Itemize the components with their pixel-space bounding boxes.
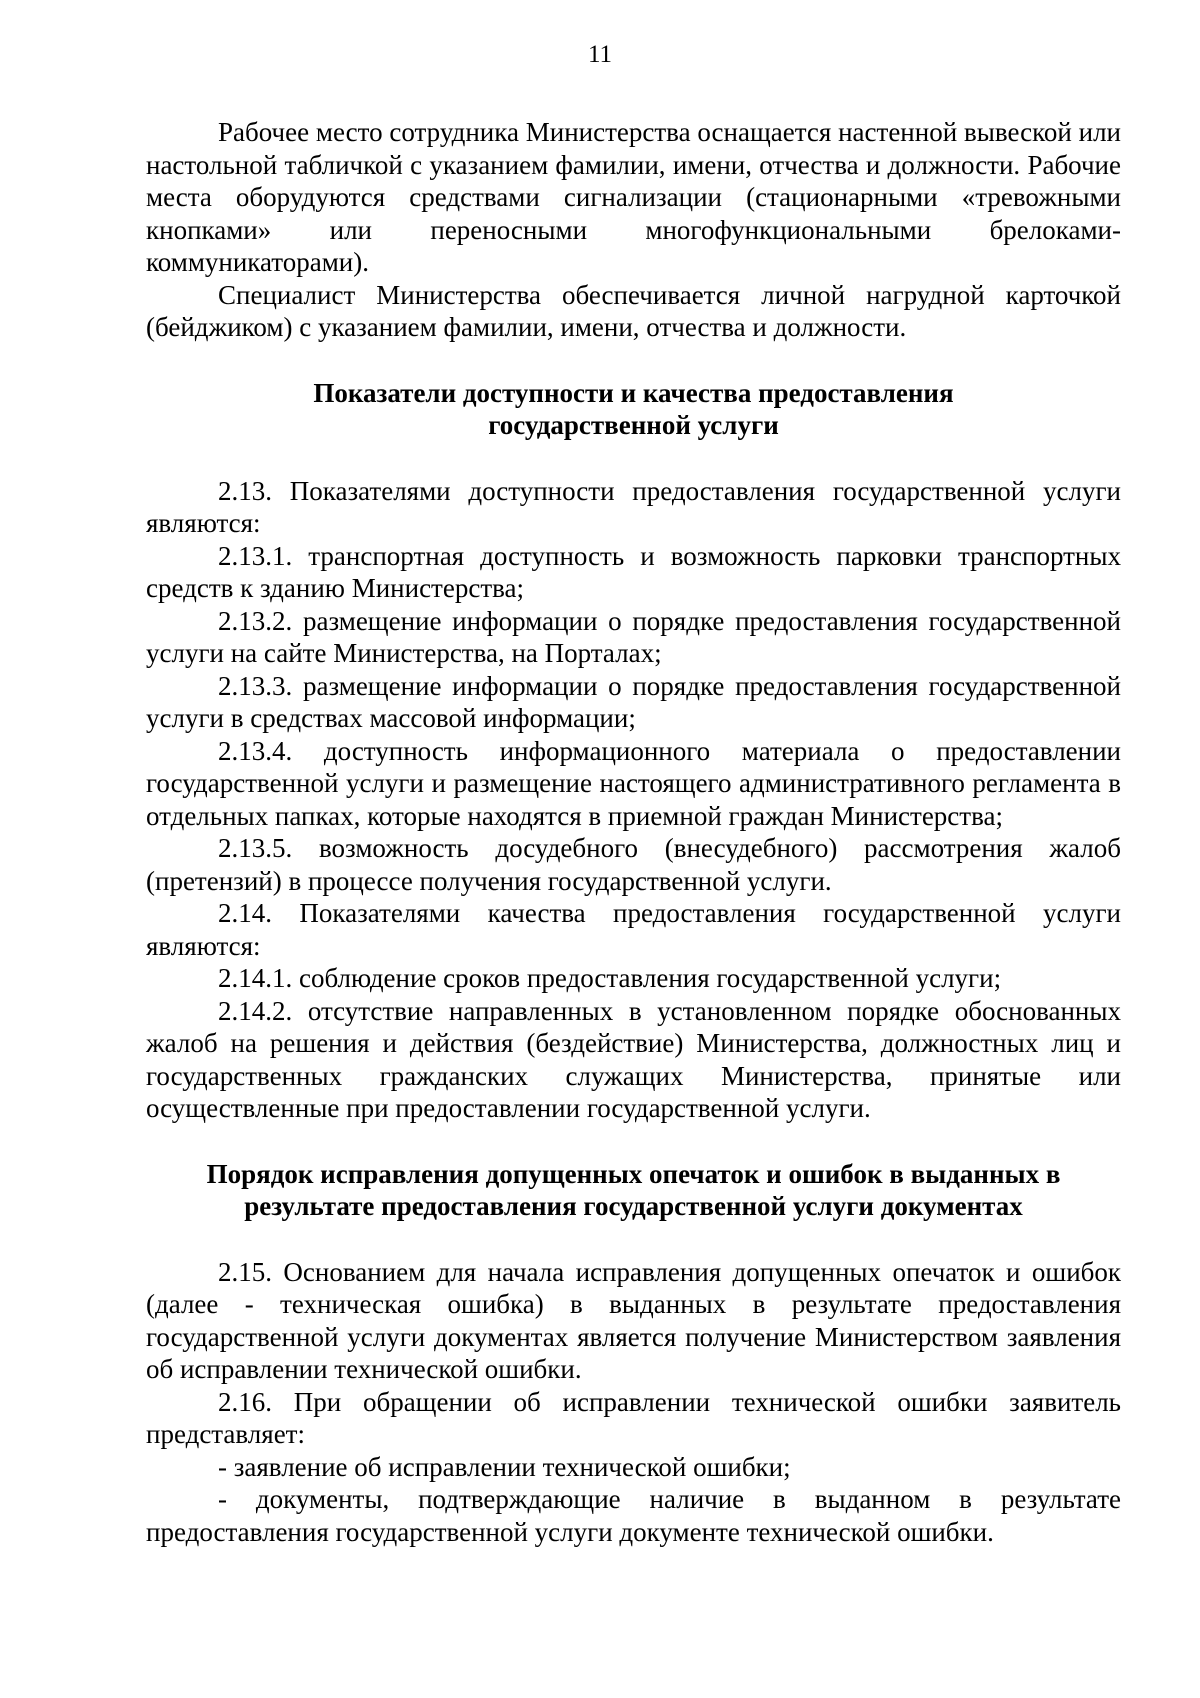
paragraph-2-13: 2.13. Показателями доступности предоставления государственной услуги являются: xyxy=(146,475,1121,538)
paragraph-2-14: 2.14. Показателями качества предоставления государственной услуги являются: xyxy=(146,898,1121,961)
paragraph-2-13-2: 2.13.2. размещение информации о порядке предоставления государственной услуги на сайте Министерства, на Порталах; xyxy=(146,605,1121,668)
document-body xyxy=(146,116,1121,1548)
section-heading-indicators xyxy=(146,377,1121,442)
paragraph-2-13-1: 2.13.1. транспортная доступность и возможность парковки транспортных средств к зданию Министерства; xyxy=(146,540,1121,603)
paragraph-badge: Специалист Министерства обеспечивается личной нагрудной карточкой (бейджиком) с указанием фамилии, имени, отчества и должности. xyxy=(146,279,1121,342)
heading-line: Показатели доступности и качества предоставления xyxy=(313,377,954,408)
paragraph-2-13-4: 2.13.4. доступность информационного материала о предоставлении государственной услуги и размещение настоящего административного регламента в отдельных папках, которые находятся в приемной граждан Министерства; xyxy=(146,735,1121,831)
paragraph-2-15: 2.15. Основанием для начала исправления допущенных опечаток и ошибок (далее - техническая ошибка) в выданных в результате предоставления государственной услуги документах является получение Министерством заявления об исправлении технической ошибки. xyxy=(146,1256,1121,1384)
paragraph-2-16: 2.16. При обращении об исправлении технической ошибки заявитель представляет: xyxy=(146,1386,1121,1449)
heading-line: государственной услуги xyxy=(488,410,779,440)
section-heading-corrections xyxy=(146,1158,1121,1223)
paragraph-2-14-2: 2.14.2. отсутствие направленных в установленном порядке обоснованных жалоб на решения и действия (бездействие) Министерства, должностных лиц и государственных гражданских служащих Министерства, принятые или осуществленные при предоставлении государственной услуги. xyxy=(146,995,1121,1123)
heading-line: Порядок исправления допущенных опечаток и ошибок в выданных в xyxy=(206,1158,1061,1189)
paragraph-2-14-1: 2.14.1. соблюдение сроков предоставления государственной услуги; xyxy=(218,963,1002,993)
paragraph-2-13-3: 2.13.3. размещение информации о порядке предоставления государственной услуги в средствах массовой информации; xyxy=(146,670,1121,733)
paragraph-workplace: Рабочее место сотрудника Министерства оснащается настенной вывеской или настольной табличкой с указанием фамилии, имени, отчества и должности. Рабочие места оборудуются средствами сигнализации (стационарными «тревожными кнопками» или переносными многофункциональными брелоками-коммуникаторами). xyxy=(146,117,1121,277)
list-item-documents: - документы, подтверждающие наличие в выданном в результате предоставления государственной услуги документе технической ошибки. xyxy=(146,1484,1121,1547)
paragraph-2-13-5: 2.13.5. возможность досудебного (внесудебного) рассмотрения жалоб (претензий) в процессе получения государственной услуги. xyxy=(146,833,1121,896)
list-item-application: - заявление об исправлении технической ошибки; xyxy=(218,1451,791,1482)
page-number: 11 xyxy=(587,41,613,68)
heading-line: результате предоставления государственной услуги документах xyxy=(244,1191,1023,1221)
